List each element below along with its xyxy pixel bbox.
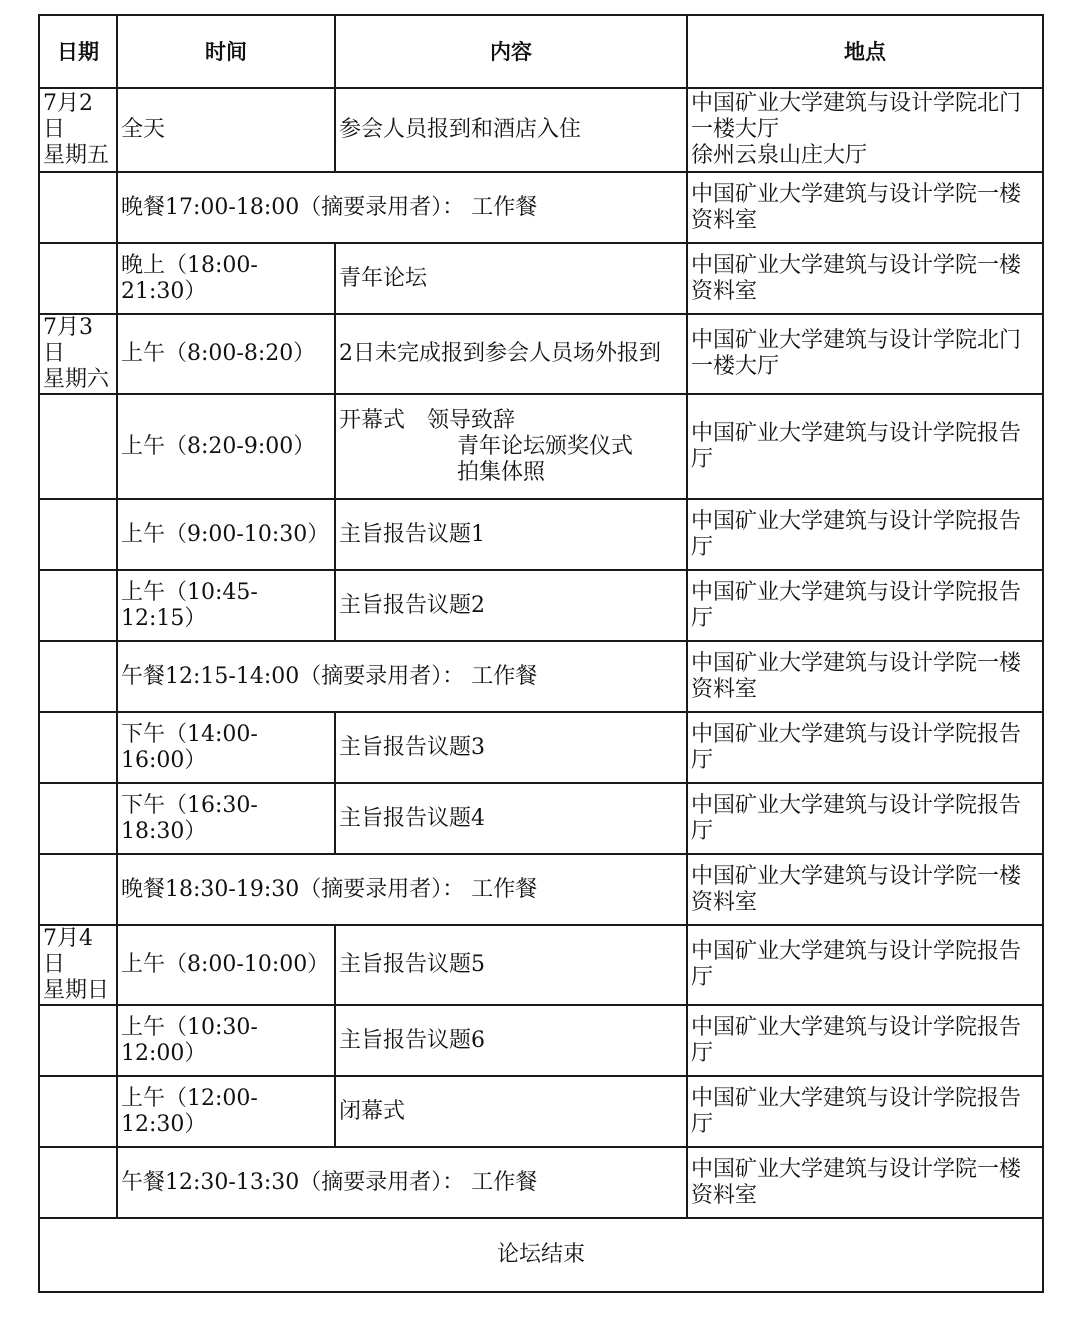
header-content: 内容 (335, 15, 687, 88)
time-cell: 上午（12:00-12:30） (117, 1076, 335, 1147)
date-cell (39, 1005, 117, 1076)
content-cell: 参会人员报到和酒店入住 (335, 88, 687, 172)
date-cell (39, 854, 117, 925)
time-cell: 上午（10:45-12:15） (117, 570, 335, 641)
date-cell (39, 243, 117, 314)
table-row (39, 783, 1043, 854)
table-row (39, 172, 1043, 243)
time-cell: 下午（14:00-16:00） (117, 712, 335, 783)
header-date: 日期 (39, 15, 117, 88)
location-cell: 中国矿业大学建筑与设计学院报告厅 (687, 1005, 1043, 1076)
table-row (39, 88, 1043, 172)
table-row (39, 570, 1043, 641)
meal-cell: 午餐12:15-14:00（摘要录用者）： 工作餐 (117, 641, 687, 712)
date-cell (39, 1147, 117, 1218)
forum-end-cell: 论坛结束 (39, 1218, 1043, 1292)
table-row (39, 1005, 1043, 1076)
table-row (39, 394, 1043, 499)
meal-cell: 晚餐17:00-18:00（摘要录用者）： 工作餐 (117, 172, 687, 243)
location-cell: 中国矿业大学建筑与设计学院报告厅 (687, 394, 1043, 499)
date-cell (39, 1076, 117, 1147)
meal-cell: 晚餐18:30-19:30（摘要录用者）： 工作餐 (117, 854, 687, 925)
location-cell: 中国矿业大学建筑与设计学院报告厅 (687, 783, 1043, 854)
content-cell: 主旨报告议题5 (335, 925, 687, 1005)
location-cell: 中国矿业大学建筑与设计学院报告厅 (687, 1076, 1043, 1147)
location-cell: 中国矿业大学建筑与设计学院一楼资料室 (687, 243, 1043, 314)
location-cell: 中国矿业大学建筑与设计学院报告厅 (687, 570, 1043, 641)
location-cell: 中国矿业大学建筑与设计学院一楼资料室 (687, 172, 1043, 243)
time-cell: 上午（8:00-8:20） (117, 314, 335, 394)
content-cell: 主旨报告议题3 (335, 712, 687, 783)
location-cell: 中国矿业大学建筑与设计学院一楼资料室 (687, 854, 1043, 925)
date-cell: 7月2日 星期五 (39, 88, 117, 172)
content-cell: 主旨报告议题2 (335, 570, 687, 641)
location-cell: 中国矿业大学建筑与设计学院一楼资料室 (687, 641, 1043, 712)
content-cell: 2日未完成报到参会人员场外报到 (335, 314, 687, 394)
date-cell (39, 783, 117, 854)
date-cell (39, 394, 117, 499)
table-row (39, 641, 1043, 712)
location-cell: 中国矿业大学建筑与设计学院报告厅 (687, 925, 1043, 1005)
date-cell (39, 172, 117, 243)
location-cell: 中国矿业大学建筑与设计学院报告厅 (687, 712, 1043, 783)
table-row (39, 1147, 1043, 1218)
header-time: 时间 (117, 15, 335, 88)
time-cell: 下午（16:30-18:30） (117, 783, 335, 854)
location-cell: 中国矿业大学建筑与设计学院报告厅 (687, 499, 1043, 570)
content-cell: 闭幕式 (335, 1076, 687, 1147)
content-cell: 青年论坛 (335, 243, 687, 314)
location-cell: 中国矿业大学建筑与设计学院北门一楼大厅 (687, 314, 1043, 394)
header-location: 地点 (687, 15, 1043, 88)
date-cell (39, 499, 117, 570)
date-cell: 7月3日 星期六 (39, 314, 117, 394)
content-cell: 主旨报告议题4 (335, 783, 687, 854)
table-row (39, 243, 1043, 314)
time-cell: 上午（8:00-10:00） (117, 925, 335, 1005)
meal-cell: 午餐12:30-13:30（摘要录用者）： 工作餐 (117, 1147, 687, 1218)
schedule-table (38, 14, 1044, 1293)
table-row (39, 925, 1043, 1005)
date-cell (39, 641, 117, 712)
location-cell: 中国矿业大学建筑与设计学院一楼资料室 (687, 1147, 1043, 1218)
time-cell: 晚上（18:00-21:30） (117, 243, 335, 314)
time-cell: 上午（8:20-9:00） (117, 394, 335, 499)
date-cell (39, 570, 117, 641)
time-cell: 上午（9:00-10:30） (117, 499, 335, 570)
time-cell: 上午（10:30-12:00） (117, 1005, 335, 1076)
date-cell: 7月4日 星期日 (39, 925, 117, 1005)
location-cell: 中国矿业大学建筑与设计学院北门一楼大厅 徐州云泉山庄大厅 (687, 88, 1043, 172)
table-row (39, 314, 1043, 394)
content-cell: 主旨报告议题1 (335, 499, 687, 570)
date-cell (39, 712, 117, 783)
content-cell: 主旨报告议题6 (335, 1005, 687, 1076)
table-row (39, 712, 1043, 783)
header-row (39, 15, 1043, 88)
time-cell: 全天 (117, 88, 335, 172)
footer-row (39, 1218, 1043, 1292)
table-row (39, 854, 1043, 925)
table-row (39, 499, 1043, 570)
content-cell: 开幕式 领导致辞 青年论坛颁奖仪式 拍集体照 (335, 394, 687, 499)
table-row (39, 1076, 1043, 1147)
